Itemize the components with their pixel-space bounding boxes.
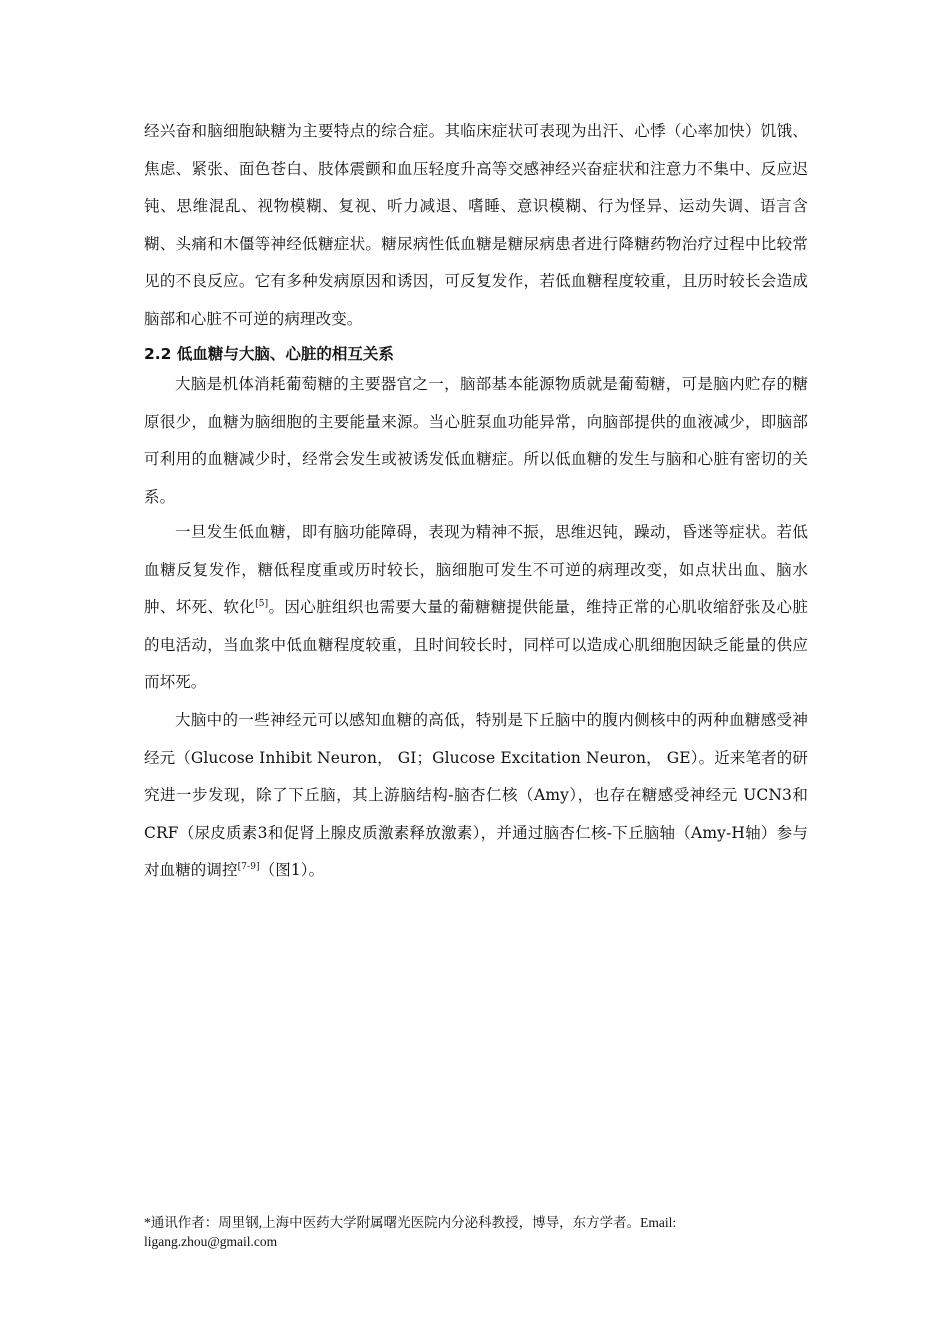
paragraph-continued: 经兴奋和脑细胞缺糖为主要特点的综合症。其临床症状可表现为出汗、心悸（心率加快）饥饿、焦虑、紧张、面色苍白、肢体震颤和血压轻度升高等交感神经兴奋症状和注意力不集中、反应迟钝、思维混乱、视物模糊、复视、听力减退、嗜睡、意识模糊、行为怪异、运动失调、语言含糊、头痛和木僵等神经低糖症状。糖尿病性低血糖是糖尿病患者进行降糖药物治疗过程中比较常见的不良反应。它有多种发病原因和诱因，可反复发作，若低血糖程度较重，且历时较长会造成脑部和心脏不可逆的病理改变。	[144, 122, 808, 328]
paragraph-hypoglycemia-effects	[144, 514, 808, 702]
section-heading: 2.2 低血糖与大脑、心脏的相互关系	[144, 345, 394, 363]
paragraph-text: 大脑中的一些神经元可以感知血糖的高低，特别是下丘脑中的腹内侧核中的两种血糖感受神经元（Glucose Inhibit Neuron， GI；Glucose Excitation Neuron， GE）。近来笔者的研究进一步发现，除了下丘脑，其上游脑结构-脑杏仁核（Amy），也存在糖感受神经元 UCN3和CRF（尿皮质素3和促肾上腺皮质激素释放激素），并通过脑杏仁核-下丘脑轴（Amy-H轴）参与对血糖的调控	[144, 711, 808, 879]
paragraph-text: （图1）。	[259, 861, 325, 879]
citation-reference[interactable]: [5]	[255, 599, 269, 609]
citation-reference[interactable]: [7-9]	[237, 862, 260, 872]
footnote-corresponding-author: *通讯作者：周里钢,上海中医药大学附属曙光医院内分泌科教授，博导，东方学者。Email: ligang.zhou@gmail.com	[144, 1215, 677, 1249]
paragraph-text: 。因心脏组织也需要大量的葡糖糖提供能量，维持正常的心肌收缩舒张及心脏的电活动，当血浆中低血糖程度较重，且时间较长时，同样可以造成心肌细胞因缺乏能量的供应而坏死。	[144, 598, 808, 691]
paragraph-brain-glucose: 大脑是机体消耗葡萄糖的主要器官之一，脑部基本能源物质就是葡萄糖，可是脑内贮存的糖原很少，血糖为脑细胞的主要能量来源。当心脏泵血功能异常，向脑部提供的血液减少，即脑部可利用的血糖减少时，经常会发生或被诱发低血糖症。所以低血糖的发生与脑和心脏有密切的关系。	[144, 375, 808, 506]
paragraph-glucose-sensing-neurons	[144, 702, 808, 890]
paragraph-text: 一旦发生低血糖，即有脑功能障碍，表现为精神不振，思维迟钝，躁动，昏迷等症状。若低血糖反复发作，糖低程度重或历时较长，脑细胞可发生不可逆的病理改变，如点状出血、脑水肿、坏死、软化	[144, 523, 808, 616]
